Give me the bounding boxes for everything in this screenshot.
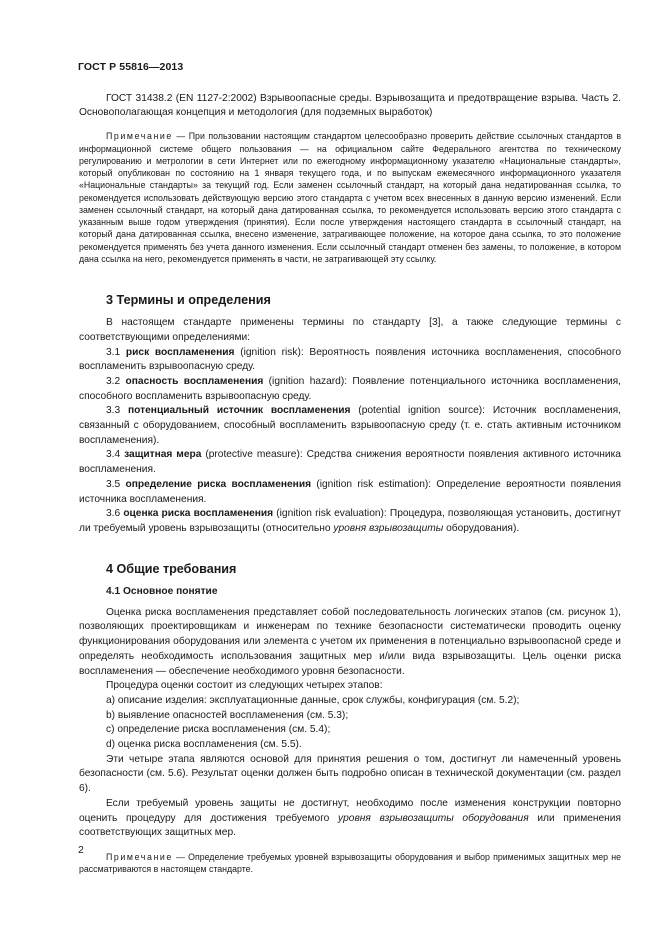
term-definition: (protective measure): Средства снижения вероятности появления активного источника воспламенения. [79, 449, 621, 476]
note-paragraph-2 [79, 851, 621, 876]
list-item: d) оценка риска воспламенения (см. 5.5). [106, 739, 302, 751]
term-definition: (ignition risk evaluation): Процедура, позволяющая установить, достигнут ли требуемый уровень взрывозащиты (относительно [79, 508, 621, 534]
document-header: ГОСТ Р 55816—2013 [78, 61, 184, 73]
section-4-paragraph-1: Оценка риска воспламенения представляет собой последовательность логических этапов (см. рисунок 1), позволяющих проектировщикам и инженерам по технике безопасности систематически проводить оценку функционирования оборудования или элемента с учетом их применения в потенциально взрывоопасной среде и определять необходимость использования защитных мер и/или вида взрывозащиты. Цель оценки риска воспламенения — обеспечение необходимого уровня безопасности. [79, 606, 621, 677]
note-dash: — [172, 131, 189, 142]
section-3-intro: В настоящем стандарте применены термины по стандарту [3], а также следующие термины с соответствующими определениями: [79, 317, 621, 343]
section-4-paragraph-4 [79, 797, 621, 841]
term-number: 3.5 [106, 478, 121, 490]
paragraph-emphasis: уровня взрывозащиты оборудования [338, 812, 529, 824]
note-dash: — [172, 851, 189, 862]
list-item: b) выявление опасностей воспламенения (см. 5.3); [106, 709, 349, 721]
paragraph-text: Если требуемый уровень защиты не достигнут, необходимо после изменения конструкции повторно оценить процедуру для достижения требуемого [79, 797, 621, 824]
term-name: защитная мера [124, 449, 202, 461]
page-content [79, 92, 621, 875]
section-3-title: 3 Термины и определения [106, 293, 271, 308]
term-number: 3.4 [106, 449, 121, 461]
note-text: При пользовании настоящим стандартом целесообразно проверить действие ссылочных стандартов в информационной системе общего пользования — на официальном сайте Федерального агентства по техническому регулированию и метрологии в сети Интернет или по ежегодному информационному указателю «Национальные стандарты», который опубликован по состоянию на 1 января текущего года, и по выпускам ежемесячного информационного указателя «Национальные стандарты» за текущий год. Если заменен ссылочный стандарт, на который дана недатированная ссылка, то рекомендуется использовать действующую версию этого стандарта с учетом всех внесенных в данную версию изменений. Если заменен ссылочный стандарт, на который дана датированная ссылка, то рекомендуется использовать версию этого стандарта с указанным выше годом утверждения (принятия). Если после утверждения настоящего стандарта в ссылочный стандарт, на который дана датированная ссылка, внесено изменение, затрагивающее положение, на которое дана ссылка, то это положение рекомендуется применять без учета данного изменения. Если ссылочный стандарт отменен без замены, то положение, в котором дана ссылка на него, рекомендуется применять в части, не затрагивающей эту ссылку. [79, 131, 621, 264]
note-text: Определение требуемых уровней взрывозащиты оборудования и выбор применимых защитных мер не рассматриваются в настоящем стандарте. [79, 851, 621, 875]
section-4-title: 4 Общие требования [106, 561, 237, 576]
term-3-2 [79, 375, 621, 404]
paragraph-text-tail: или применения соответствующих защитных мер. [79, 812, 622, 839]
term-name: риск воспламенения [125, 346, 235, 358]
normative-reference: ГОСТ 31438.2 (EN 1127-2:2002) Взрывоопасные среды. Взрывозащита и предотвращение взрыва. Часть 2. Основополагающая концепция и методология (для подземных выработок) [79, 93, 621, 119]
term-name: определение риска воспламенения [125, 478, 312, 490]
term-number: 3.6 [106, 508, 121, 520]
note-paragraph [79, 130, 621, 265]
term-definition: (ignition risk): Вероятность появления источника воспламенения, способного воспламенить взрывоопасную среду. [79, 346, 622, 373]
term-name: опасность воспламенения [125, 375, 264, 387]
list-item: c) определение риска воспламенения (см. 5.4); [106, 724, 331, 736]
term-3-1 [79, 346, 621, 375]
section-4-paragraph-2: Процедура оценки состоит из следующих четырех этапов: [106, 680, 383, 692]
term-name: потенциальный источник воспламенения [128, 405, 351, 417]
term-definition: (potential ignition source): Источник воспламенения, связанный с оборудованием, способный воспламенить взрывоопасную среду (т. е. стать активным источником воспламенения). [79, 405, 621, 446]
term-definition: (ignition hazard): Появление потенциального источника воспламенения, способного воспламенить взрывоопасную среду. [79, 375, 621, 402]
term-number: 3.2 [106, 375, 121, 387]
term-number: 3.1 [106, 346, 121, 358]
term-emphasis: уровня взрывозащиты [333, 523, 444, 534]
list-item: a) описание изделия: эксплуатационные данные, срок службы, конфигурация (см. 5.2); [106, 694, 520, 706]
term-3-5 [79, 478, 621, 507]
subsection-4-1-title: 4.1 Основное понятие [106, 585, 218, 597]
term-3-4 [79, 448, 621, 477]
term-name: оценка риска воспламенения [123, 508, 274, 520]
term-definition-tail: оборудования). [443, 523, 520, 534]
term-definition: (ignition risk estimation): Определение вероятности появления источника воспламенения. [79, 478, 621, 505]
term-3-3 [79, 404, 621, 448]
section-4-paragraph-3: Эти четыре этапа являются основой для принятия решения о том, достигнут ли намеченный уровень безопасности (см. 5.6). Результат оценки должен быть подробно описан в технической документации (см. раздел 6). [79, 753, 621, 795]
note-label: Примечание [106, 851, 173, 862]
term-3-6 [79, 507, 621, 536]
page-number: 2 [78, 844, 84, 856]
note-label: Примечание [106, 131, 173, 142]
term-number: 3.3 [106, 405, 121, 417]
